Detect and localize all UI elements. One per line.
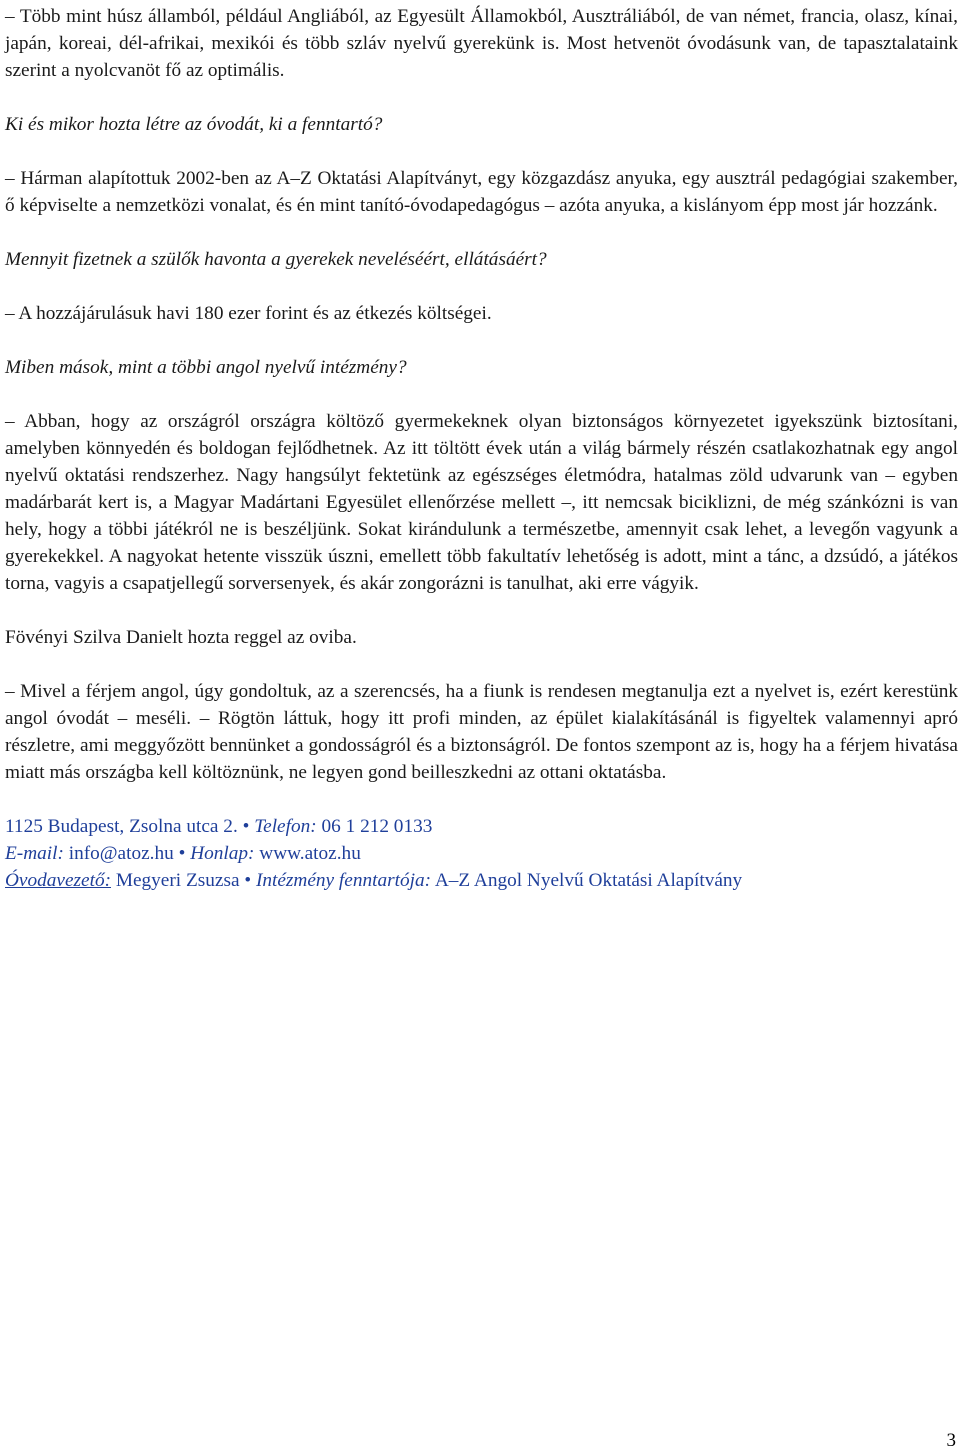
website-link[interactable]: www.atoz.hu (259, 843, 361, 864)
address-text: 1125 Budapest, Zsolna utca 2. (5, 816, 238, 837)
director-name: Megyeri Zsuzsa (115, 870, 240, 891)
phone-number: 06 1 212 0133 (321, 816, 433, 837)
paragraph-parent-intro: Fövényi Szilva Danielt hozta reggel az oviba. (5, 627, 357, 648)
contact-block (5, 813, 958, 894)
bullet-separator: • (244, 870, 252, 891)
paragraph-parent-quote: – Mivel a férjem angol, úgy gondoltuk, az a szerencsés, ha a fiunk is rendesen megtanulja ezt a nyelvet is, ezért kerestünk angol óvodát – meséli. – Rögtön láttuk, hogy itt profi minden, az épület kialakításánál is figyeltek valamennyi apró részletre, ami meggyőzött bennünket a gondosságról és a biztonságról. De fontos szempont az is, hogy ha a férjem hivatása miatt más országba kell költöznünk, ne legyen gond beilleszkedni az ottani oktatásba. (5, 681, 958, 783)
email-label: E-mail: (5, 843, 64, 864)
website-label: Honlap: (190, 843, 255, 864)
contact-line-2 (5, 840, 958, 867)
phone-label: Telefon: (254, 816, 317, 837)
sponsor-label: Intézmény fenntartója: (255, 870, 432, 891)
email-link[interactable]: info@atoz.hu (68, 843, 174, 864)
article-body (5, 3, 958, 894)
answer-fees: – A hozzájárulásuk havi 180 ezer forint és az étkezés költségei. (5, 303, 492, 324)
paragraph-intro: – Több mint húsz államból, például Angliából, az Egyesült Államokból, Ausztráliából, de van német, francia, olasz, kínai, japán, koreai, dél-afrikai, mexikói és több szláv nyelvű gyerekünk is. Most hetvenöt óvodásunk van, de tapasztalataink szerint a nyolcvanöt fő az optimális. (5, 6, 958, 81)
answer-founder: – Hárman alapítottuk 2002-ben az A–Z Oktatási Alapítványt, egy közgazdász anyuka, egy ausztrál pedagógiai szakember, ő képviselte a nemzetközi vonalat, és én mint tanító-óvodapedagógus – azóta anyuka, a kislányom épp most jár hozzánk. (5, 168, 958, 216)
contact-line-3 (5, 867, 958, 894)
bullet-separator: • (178, 843, 186, 864)
page-number: 3 (946, 1430, 956, 1451)
bullet-separator: • (242, 816, 250, 837)
director-label: Óvodavezető: (5, 870, 111, 891)
question-difference: Miben mások, mint a többi angol nyelvű intézmény? (5, 357, 407, 378)
contact-line-1 (5, 813, 958, 840)
question-fees: Mennyit fizetnek a szülők havonta a gyerekek neveléséért, ellátásáért? (5, 249, 547, 270)
answer-difference: – Abban, hogy az országról országra költöző gyermekeknek olyan biztonságos környezetet igyekszünk biztosítani, amelyben könnyedén és boldogan fejlődhetnek. Az itt töltött évek után a világ bármely részén csatlakozhatnak egy angol nyelvű oktatási rendszerhez. Nagy hangsúlyt fektetünk az egészséges életmódra, hatalmas zöld udvarunk van – egyben madárbarát kert is, a Magyar Madártani Egyesület ellenőrzése mellett –, itt nemcsak biciklizni, de még szánkózni is van hely, hogy a többi játékról ne is beszéljünk. Sokat kirándulunk a természetbe, amennyit csak lehet, a levegőn vagyunk a gyerekekkel. A nagyokat hetente visszük úszni, emellett több fakultatív lehetőség is adott, mint a tánc, a dzsúdó, a játékos torna, vagyis a csapatjellegű sorversenyek, és akár zongorázni is tanulhat, aki erre vágyik. (5, 411, 958, 594)
sponsor-name: A–Z Angol Nyelvű Oktatási Alapítvány (434, 870, 743, 891)
question-founder: Ki és mikor hozta létre az óvodát, ki a fenntartó? (5, 114, 383, 135)
